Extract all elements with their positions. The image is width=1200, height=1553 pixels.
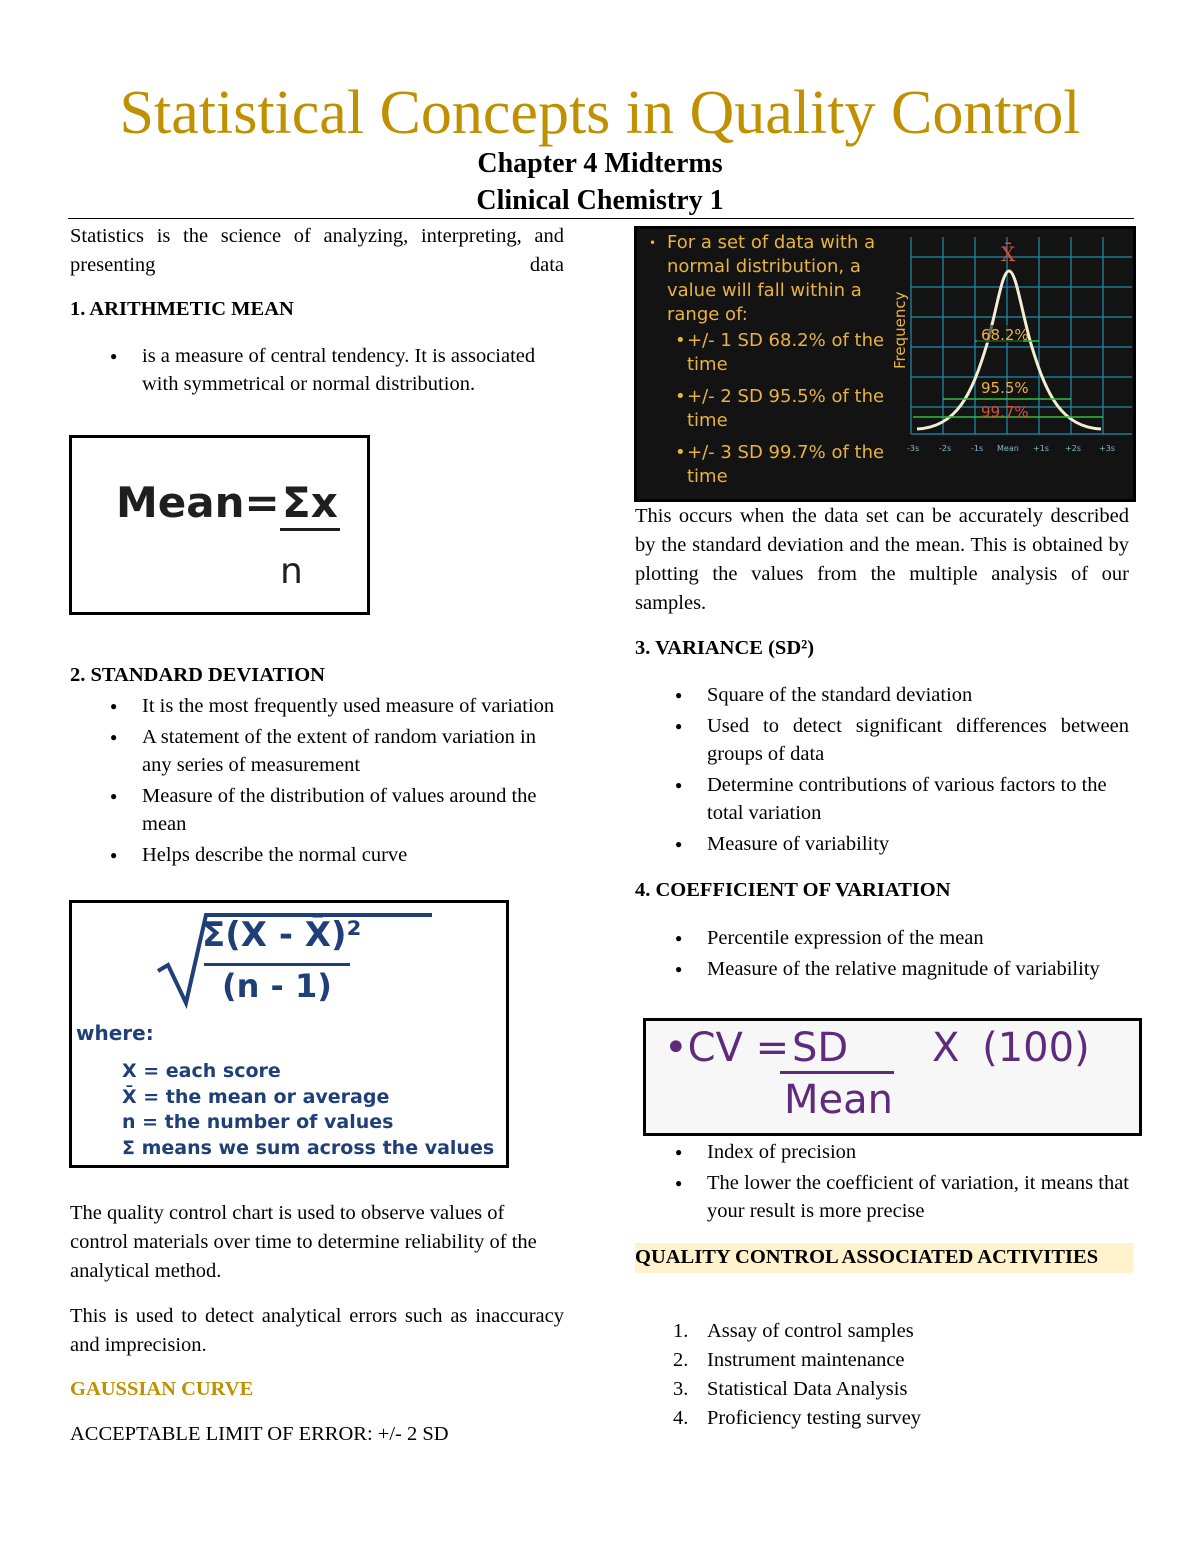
list-item: ● Percentile expression of the mean (635, 924, 1129, 952)
normal-distribution-slide (634, 226, 1136, 502)
slide-text: • For a set of data with a normal distribution, a value will fall within a range of: • +/- 1 SD 68.2% of the time • +/- 2 SD 95.5% of the time • +/- 3 SD 99.7% of the time (649, 232, 885, 487)
mean-formula-box (69, 435, 370, 615)
cv-formula-rhs: X (100) (932, 1025, 1090, 1071)
cv-fraction-bar (780, 1071, 894, 1074)
pct-99-label: 99.7% (981, 403, 1029, 421)
document-title: Statistical Concepts in Quality Control (119, 79, 1081, 147)
list-item: 1. Assay of control samples (673, 1320, 914, 1342)
mean-formula-denominator: n (280, 551, 303, 592)
qc-chart-paragraph-1: The quality control chart is used to observe values of control materials over time to determine reliability of the analytical method. (70, 1202, 537, 1282)
normal-paragraph: This occurs when the data set can be accurately described by the standard deviation and the mean. This is obtained by plotting the values from the multiple analysis of our samples. (635, 505, 1129, 614)
statistics-intro: Statistics is the science of analyzing, interpreting, and presenting data (70, 225, 564, 276)
qc-chart-paragraph-2: This is used to detect analytical errors such as inaccuracy and imprecision. (70, 1305, 564, 1356)
definition-each-score: X = each score (122, 1060, 281, 1082)
list-item: ● Measure of the distribution of values around the mean (70, 782, 570, 838)
cv-formula-denominator: Mean (784, 1077, 893, 1123)
chapter-subtitle: Chapter 4 Midterms (477, 148, 723, 179)
cv-formula-box (643, 1018, 1142, 1136)
where-label: where: (76, 1021, 154, 1045)
list-item: ● Used to detect significant differences between groups of data (635, 712, 1129, 768)
pct-95-label: 95.5% (981, 379, 1029, 397)
slide-item-3: +/- 3 SD 99.7% of the time (687, 442, 885, 487)
mean-bullets (70, 342, 540, 401)
gaussian-heading: GAUSSIAN CURVE (70, 1378, 254, 1400)
list-item: ● It is the most frequently used measure of variation (70, 692, 570, 720)
sd-formula-denominator: (n - 1) (222, 967, 332, 1005)
list-item: ● Index of precision (635, 1138, 1129, 1166)
cv-heading: 4. COEFFICIENT OF VARIATION (635, 879, 951, 901)
frequency-axis-label: Frequency (891, 291, 909, 369)
list-item: 2. Instrument maintenance (673, 1349, 905, 1371)
mean-fraction-bar (280, 528, 340, 531)
variance-heading: 3. VARIANCE (SD²) (635, 637, 815, 659)
definition-mean: X̄ = the mean or average (122, 1085, 390, 1108)
variance-bullets (635, 681, 1129, 861)
tick-label-2: -1s (971, 444, 984, 453)
mean-heading: 1. ARITHMETIC MEAN (70, 298, 294, 320)
sd-heading: 2. STANDARD DEVIATION (70, 664, 325, 686)
list-item: ● A statement of the extent of random variation in any series of measurement (70, 723, 570, 779)
tick-label-6: +3s (1099, 444, 1115, 453)
sd-formula-box (69, 900, 509, 1168)
list-item: 3. Statistical Data Analysis (673, 1378, 908, 1400)
normal-curve-figure (887, 229, 1136, 499)
x-tick-labels (907, 444, 1115, 453)
list-item: ● The lower the coefficient of variation, it means that your result is more precise (635, 1169, 1129, 1225)
cv-formula-numerator: SD (792, 1025, 849, 1071)
tick-label-1: -2s (939, 444, 952, 453)
slide-intro: For a set of data with a normal distribution, a value will fall within a range of: (667, 232, 876, 325)
list-item: ● Measure of the relative magnitude of variability (635, 955, 1129, 983)
tick-label-3: Mean (997, 444, 1019, 453)
sd-bullets (70, 692, 570, 872)
list-item: ● Determine contributions of various factors to the total variation (635, 771, 1129, 827)
cv-formula-lhs: •CV = (664, 1025, 790, 1071)
mean-formula-numerator: Σx (282, 478, 338, 527)
cv-bullets-2 (635, 1138, 1129, 1228)
tick-label-4: +1s (1033, 444, 1049, 453)
definition-n: n = the number of values (122, 1111, 394, 1133)
sd-definitions (122, 1059, 494, 1161)
list-item: ● Square of the standard deviation (635, 681, 1129, 709)
slide-item-2: +/- 2 SD 95.5% of the time (687, 386, 885, 431)
list-item: ● Helps describe the normal curve (70, 841, 570, 869)
x-bar-label: X̄ (1001, 242, 1016, 266)
list-item: 4. Proficiency testing survey (673, 1407, 922, 1429)
acceptable-limit: ACCEPTABLE LIMIT OF ERROR: +/- 2 SD (70, 1423, 449, 1445)
qc-activities-list (635, 1317, 1129, 1433)
mean-formula-lhs: Mean= (116, 478, 280, 527)
slide-item-1: +/- 1 SD 68.2% of the time (687, 330, 885, 375)
sd-formula-numerator: Σ(X - X̄)² (202, 915, 362, 955)
header-rule (68, 218, 1134, 219)
course-subtitle: Clinical Chemistry 1 (476, 185, 724, 216)
pct-68-label: 68.2% (981, 326, 1029, 344)
tick-label-5: +2s (1065, 444, 1081, 453)
definition-sigma: Σ means we sum across the values (122, 1136, 495, 1159)
sd-fraction-bar (204, 963, 350, 966)
list-item: ● is a measure of central tendency. It is associated with symmetrical or normal distribution. (70, 342, 540, 398)
cv-bullets (635, 924, 1129, 986)
tick-label-0: -3s (907, 444, 920, 453)
list-item: ● Measure of variability (635, 830, 1129, 858)
qc-activities-heading: QUALITY CONTROL ASSOCIATED ACTIVITIES (635, 1243, 1133, 1273)
